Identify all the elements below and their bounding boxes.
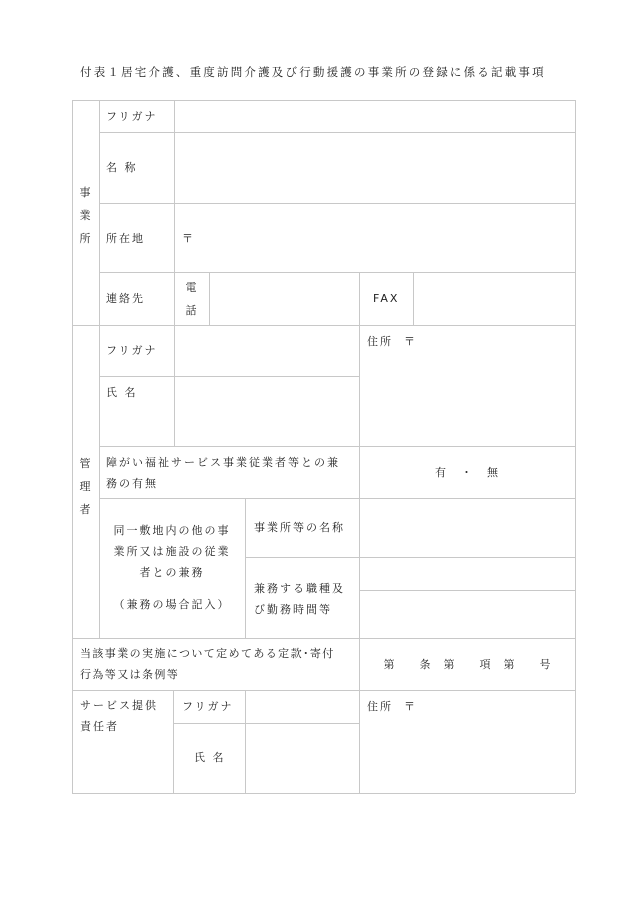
manager-facility-name-label: 事業所等の名称 [254,521,345,534]
office-fax-field[interactable] [414,273,575,325]
office-furigana-label: フリガナ [106,110,158,123]
manager-other-concurrent-label: 同一敷地内の他の事 業所又は施設の従業 者との兼務 （兼務の場合記入） [113,524,231,611]
table-line [72,793,575,794]
table-line [359,272,360,325]
manager-address-label: 住所 〒 [367,335,417,348]
service-manager-address-field[interactable] [360,718,575,793]
articles-value[interactable]: 第 条 第 項 第 号 [383,658,552,671]
manager-furigana-label: フリガナ [106,344,158,357]
office-address-label: 所在地 [106,232,145,245]
office-name-label: 名 称 [106,161,138,174]
manager-address-field[interactable] [360,352,575,446]
articles-label: 当該事業の実施について定めてある定款･寄付 行為等又は条例等 [80,647,335,681]
manager-hours-field[interactable] [360,591,575,638]
office-address-field[interactable] [196,204,575,272]
table-line [575,100,576,793]
service-manager-name-field[interactable] [246,724,359,793]
manager-job-field[interactable] [360,558,575,590]
manager-concurrent-choice[interactable]: 有 ・ 無 [435,466,500,479]
form-title: 付表１居宅介護、重度訪問介護及び行動援護の事業所の登録に係る記載事項 [80,65,546,79]
table-line [173,690,174,793]
office-phone-field[interactable] [210,273,359,325]
manager-furigana-field[interactable] [175,326,359,376]
office-fax-label: FAX [373,292,400,305]
service-manager-furigana-field[interactable] [246,691,359,723]
manager-concurrent-label: 障がい福祉サービス事業従業者等との兼 務の有無 [106,456,340,490]
manager-name-field[interactable] [175,377,359,446]
office-section-label: 事 業 所 [79,186,91,245]
manager-section-label: 管 理 者 [79,457,91,516]
table-line [72,100,73,793]
table-line [245,498,246,638]
service-manager-address-label: 住所 〒 [367,700,417,713]
office-furigana-field[interactable] [175,101,575,132]
table-line [72,638,575,639]
manager-name-label: 氏 名 [106,386,138,399]
table-line [99,446,575,447]
manager-facility-name-field[interactable] [360,499,575,557]
service-manager-label: サービス提供 責任者 [80,699,158,733]
service-manager-furigana-label: フリガナ [182,700,234,713]
office-contact-label: 連絡先 [106,292,145,305]
office-postal-mark: 〒 [182,232,195,245]
office-name-field[interactable] [175,133,575,203]
service-manager-name-label: 氏 名 [194,751,226,764]
manager-job-label: 兼務する職種及 び勤務時間等 [254,582,345,616]
office-phone-label: 電 話 [185,281,197,317]
